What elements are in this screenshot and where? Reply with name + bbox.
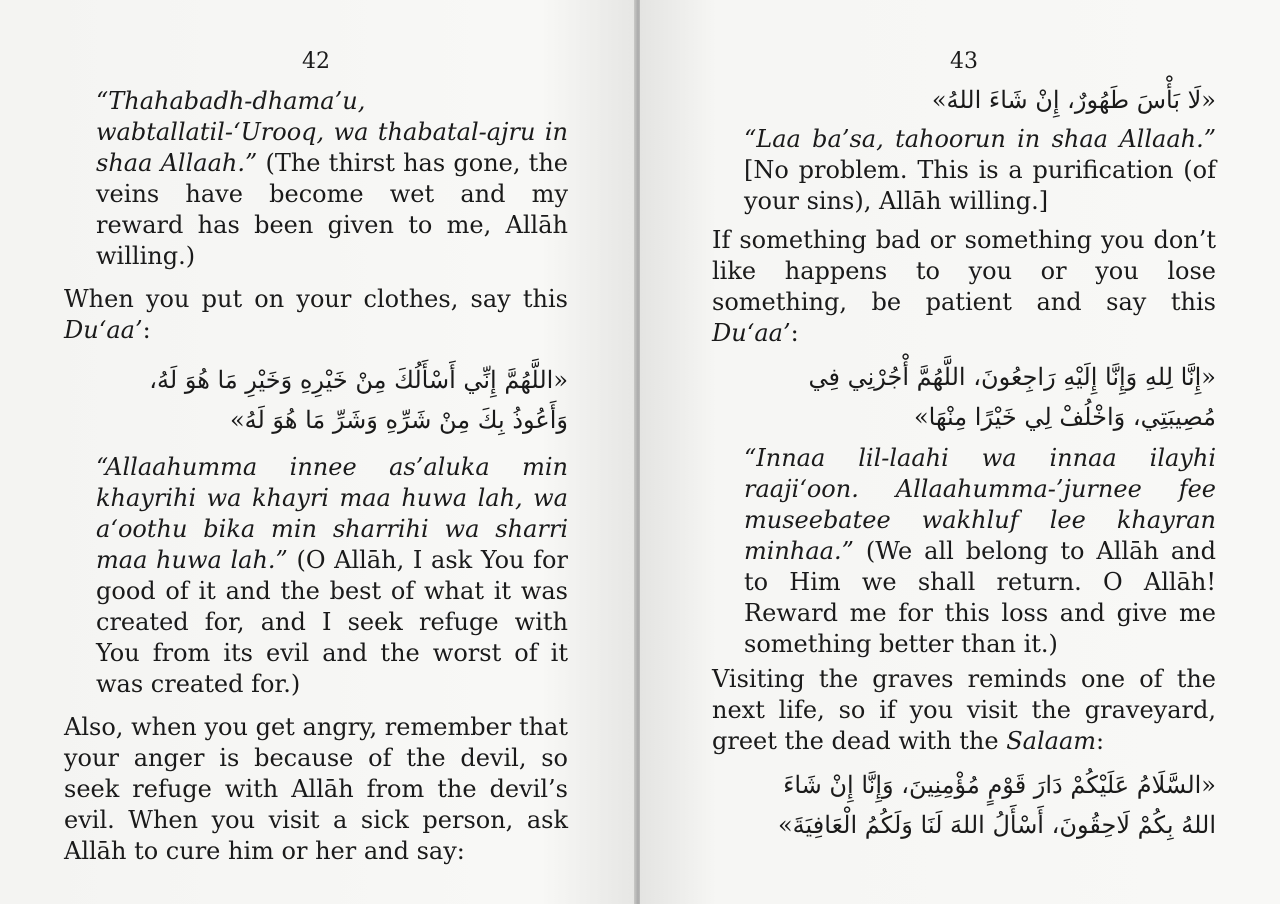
- transliteration-paragraph: [712, 124, 1216, 217]
- translation-text: [No problem. This is a purification (of your sins), Allāh willing.]: [744, 156, 1216, 215]
- italic-term: Salaam: [1006, 727, 1097, 755]
- left-page: [0, 0, 636, 904]
- body-paragraph: Also, when you get angry, remember that your anger is because of the devil, so seek refuge with Allāh from the devil’s evil. When you visit a sick person, ask Allāh to cure him or her and say:: [64, 713, 568, 865]
- punctuation: :: [142, 316, 151, 344]
- italic-term: Du‘aa’: [712, 319, 791, 347]
- arabic-dua: «لَا بَأْسَ طَهُورٌ، إِنْ شَاءَ اللهُ»: [931, 86, 1216, 114]
- translation-text: (The thirst has gone, the veins have become wet and my reward has been given to me, Allāh willing.): [96, 149, 568, 270]
- punctuation: :: [1096, 727, 1105, 755]
- translation-text: (We all belong to Allāh and to Him we shall return. O Allāh! Reward me for this loss and give me something better than it.): [744, 537, 1216, 658]
- body-text: When you put on your clothes, say this: [64, 285, 568, 313]
- transliteration-text: “Allaahumma innee as’aluka min khayrihi wa khayri maa huwa lah, wa a‘oothu bika min sharrihi wa sharri maa huwa lah.”: [96, 453, 568, 574]
- body-paragraph: [64, 284, 568, 346]
- italic-term: Du‘aa’: [64, 316, 143, 344]
- body-text: If something bad or something you don’t like happens to you or you lose something, be patient and say this: [712, 226, 1216, 316]
- transliteration-text: “Laa ba’sa, tahoorun in shaa Allaah.”: [744, 125, 1216, 153]
- body-paragraph: [712, 664, 1216, 757]
- transliteration-text: “Thahabadh-dhama’u, wabtallatil-‘Urooq, wa thabatal-ajru in shaa Allaah.”: [96, 87, 568, 177]
- transliteration-paragraph: [712, 443, 1216, 660]
- translation-text: (O Allāh, I ask You for good of it and the best of what it was created for, and I seek refuge with You from its evil and the worst of it was created for.): [96, 546, 568, 698]
- body-text: Visiting the graves reminds one of the next life, so if you visit the graveyard, greet the dead with the: [712, 665, 1216, 755]
- transliteration-paragraph: [64, 452, 568, 700]
- right-page: [640, 0, 1280, 904]
- arabic-dua: «اللَّهُمَّ إِنِّي أَسْأَلُكَ مِنْ خَيْرِهِ وَخَيْرِ مَا هُوَ لَهُ، وَأَعُوذُ بِكَ مِنْ شَرِّهِ وَشَرِّ مَا هُوَ لَهُ»: [149, 366, 568, 434]
- page-number: 43: [950, 49, 978, 74]
- transliteration-text: “Innaa lil-laahi wa innaa ilayhi raaji‘oon. Allaahumma-’jurnee fee museebatee wakhluf lee khayran minhaa.”: [744, 444, 1216, 565]
- arabic-dua: «إِنَّا لِلهِ وَإِنَّا إِلَيْهِ رَاجِعُونَ، اللَّهُمَّ أْجُرْنِي فِي مُصِيبَتِي، وَاخْلُفْ لِي خَيْرًا مِنْهَا»: [808, 363, 1216, 431]
- transliteration-paragraph: [64, 86, 568, 272]
- arabic-dua: «السَّلَامُ عَلَيْكُمْ دَارَ قَوْمٍ مُؤْمِنِينَ، وَإِنَّا إِنْ شَاءَ اللهُ بِكُمْ لَاحِقُونَ، أَسْأَلُ اللهَ لَنَا وَلَكُمُ الْعَافِيَةَ»: [778, 771, 1216, 839]
- page-number: 42: [302, 49, 330, 74]
- punctuation: :: [790, 319, 799, 347]
- body-paragraph: [712, 225, 1216, 349]
